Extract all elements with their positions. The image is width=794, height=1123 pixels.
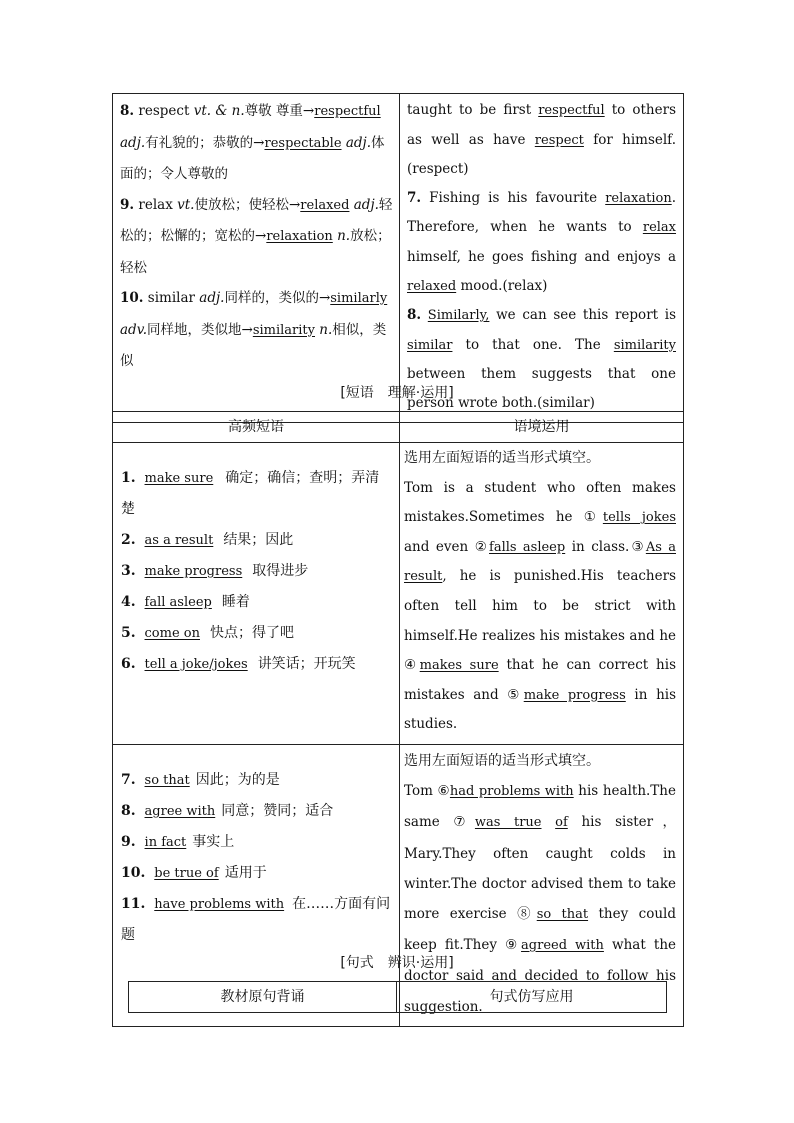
part-of-speech: n. [319, 321, 333, 338]
answer-blank: falls asleep [489, 539, 566, 555]
answer-blank: make progress [144, 564, 243, 579]
passage-text: his health.The same ⑦ [404, 783, 676, 831]
answer-blank: As a result [404, 539, 676, 585]
phrase-item [121, 796, 393, 827]
passage-text: that he can correct his mistakes and ⑤ [404, 657, 676, 703]
item-number: 7. [121, 771, 136, 788]
passage-text: Tom is a student who often makes mistakes.Sometimes he ① [404, 479, 676, 526]
answer-blank: tells jokes [602, 510, 676, 526]
answer-blank: agreed with [521, 938, 604, 954]
phrase-meaning: 同意；赞同；适合 [221, 802, 334, 819]
section-heading-phrases: [短语 理解·运用] [340, 385, 454, 401]
answer-blank: relaxation [605, 190, 672, 206]
item-number: 8. [407, 307, 422, 324]
answer-blank: similar [407, 337, 453, 353]
phrase-item [121, 463, 393, 525]
item-number: 7. [407, 189, 422, 206]
answer-blank: so that [144, 772, 190, 788]
part-of-speech: adj. [353, 196, 379, 213]
item-number: 4. [121, 594, 136, 610]
sentence-text: to that one. The [465, 336, 601, 353]
phrase-meaning: 因此；为的是 [195, 771, 280, 788]
phrase-meaning: 适用于 [224, 864, 267, 881]
answer-blank: make sure [144, 471, 214, 486]
header-textbook-sentences: 教材原句背诵 [129, 982, 397, 1013]
header-frequent-phrases: 高频短语 [113, 412, 400, 443]
passage-text: what the doctor said and decided to follow his suggestion. [404, 937, 677, 1015]
context-cell-a [400, 443, 684, 745]
item-number: 8. [120, 103, 135, 119]
sentence-relax [407, 184, 676, 301]
headword: similar [147, 290, 195, 306]
item-number: 2. [121, 532, 136, 548]
answer-blank: respect [534, 132, 584, 148]
sentence-text: . Therefore, when he wants to [407, 189, 676, 236]
item-number: 9. [121, 833, 136, 850]
part-of-speech: adj. [345, 134, 371, 151]
vocab-item-respect [120, 96, 393, 190]
item-number: 11. [121, 895, 146, 912]
answer-blank: makes sure [419, 658, 499, 674]
part-of-speech: adj. [120, 134, 146, 151]
sentence-text: taught to be first [407, 102, 532, 118]
phrase-meaning: 睡着 [221, 594, 250, 610]
answer-blank: relaxed [407, 278, 457, 294]
item-number: 6. [121, 656, 136, 672]
item-number: 8. [121, 802, 136, 819]
passage-text: and even ② [404, 538, 490, 555]
part-of-speech: adj. [199, 290, 225, 306]
phrase-meaning: 取得进步 [252, 563, 309, 579]
phrase-meaning: 快点；得了吧 [210, 625, 294, 641]
answer-blank: relaxation [266, 229, 333, 244]
item-number: 10. [120, 290, 144, 306]
meaning: 放松；轻松 [120, 228, 391, 276]
sentence-text: for himself. (respect) [407, 131, 676, 178]
meaning: 体面的；令人尊敬的 [120, 134, 385, 182]
phrase-item [121, 587, 393, 618]
sentence-text: himself, he goes fishing and enjoys a [407, 248, 676, 265]
header-sentence-imitation: 句式仿写应用 [397, 982, 667, 1013]
meaning: 有礼貌的；恭敬的→ [145, 134, 265, 151]
answer-blank: had problems with [449, 784, 574, 800]
sentence-respect [407, 96, 676, 184]
answer-blank: similarity [252, 322, 315, 338]
answer-blank: so that [536, 906, 589, 922]
headword: relax [138, 196, 173, 213]
answer-blank: in fact [144, 834, 187, 850]
phrase-meaning: 确定；确信；查明；弄清楚 [121, 470, 380, 517]
headword: respect [138, 103, 190, 119]
answer-blank: relax [642, 220, 677, 236]
answer-blank: fall asleep [144, 595, 212, 610]
phrase-item [121, 649, 393, 680]
answer-blank: come on [144, 626, 200, 641]
part-of-speech: adv. [120, 321, 148, 338]
header-context-use: 语境运用 [400, 412, 684, 443]
passage-text: in class.③ [571, 538, 646, 555]
answer-blank: be true of [154, 865, 219, 881]
phrase-item [121, 858, 393, 889]
sentence-text: Fishing is his favourite [429, 189, 598, 206]
phrase-meaning: 讲笑话；开玩笑 [257, 656, 356, 672]
answer-blank: Similarly, [427, 308, 490, 324]
meaning: 使放松；使轻松→ [194, 196, 301, 213]
meaning: 轻松的；松懈的；宽松的→ [120, 196, 393, 244]
answer-blank: was true [474, 815, 542, 831]
phrase-meaning: 在……方面有问题 [121, 895, 391, 943]
meaning: 同样的，类似的→ [224, 290, 331, 306]
context-passage-a [404, 474, 676, 740]
passage-text: his sister，Mary.They often caught colds in winter.The doctor advised them to take more exercise ⑧ [404, 814, 676, 922]
answer-blank: respectful [538, 103, 605, 118]
phrase-item [121, 889, 393, 951]
section-heading-sentences: [句式 辨识·运用] [340, 955, 454, 971]
item-number: 1. [121, 470, 136, 486]
sentence-text: mood.(relax) [460, 277, 548, 294]
meaning: 相似，类似 [120, 321, 387, 369]
sentence-text: we can see this report is [496, 307, 677, 324]
item-number: 9. [120, 196, 135, 213]
vocab-item-relax [120, 190, 393, 284]
part-of-speech: n. [337, 228, 351, 244]
answer-blank: respectful [314, 104, 381, 119]
passage-text: they could keep fit.They ⑨ [404, 905, 677, 954]
sentence-text: to others as well as have [407, 102, 676, 148]
item-number: 3. [121, 563, 136, 579]
meaning: 尊敬 尊重→ [244, 103, 315, 119]
answer-blank: as a result [144, 533, 214, 548]
answer-blank: relaxed [300, 197, 350, 213]
meaning: 同样地，类似地→ [147, 321, 253, 338]
phrase-item [121, 556, 393, 587]
fill-in-instruction: 选用左面短语的适当形式填空。 [404, 752, 600, 769]
answer-blank: agree with [144, 803, 216, 819]
vocabulary-table [112, 93, 684, 423]
phrase-item [121, 765, 393, 796]
part-of-speech: vt. [177, 196, 195, 213]
passage-text: in his studies. [404, 686, 677, 733]
answer-blank: similarly [330, 291, 388, 306]
item-number: 5. [121, 625, 136, 641]
sentence-text: between them suggests that one person wrote both.(similar) [407, 366, 676, 411]
phrase-item [121, 827, 393, 858]
answer-blank: tell a joke/jokes [144, 657, 248, 672]
answer-blank: respectable [264, 135, 342, 151]
phrase-meaning: 结果；因此 [223, 532, 294, 548]
vocabulary-right-cell [400, 94, 684, 423]
phrases-list-a [113, 443, 400, 745]
vocab-item-similar [120, 283, 393, 377]
answer-blank: of [555, 815, 568, 831]
phrase-meaning: 事实上 [192, 833, 235, 850]
phrase-item [121, 525, 393, 556]
answer-blank: make progress [523, 687, 626, 703]
passage-text: Tom ⑥ [404, 783, 450, 800]
item-number: 10. [121, 864, 146, 881]
answer-blank: have problems with [154, 896, 285, 912]
sentence-patterns-table [128, 981, 667, 1013]
phrase-item [121, 618, 393, 649]
part-of-speech: vt. & n. [193, 103, 245, 119]
passage-text: , he is punished.His teachers often tell him to be strict with himself.He realizes his mistakes and he ④ [404, 568, 676, 674]
phrases-table [112, 411, 684, 1027]
vocabulary-left-cell [113, 94, 400, 423]
answer-blank: similarity [613, 337, 676, 353]
fill-in-instruction: 选用左面短语的适当形式填空。 [404, 450, 600, 466]
